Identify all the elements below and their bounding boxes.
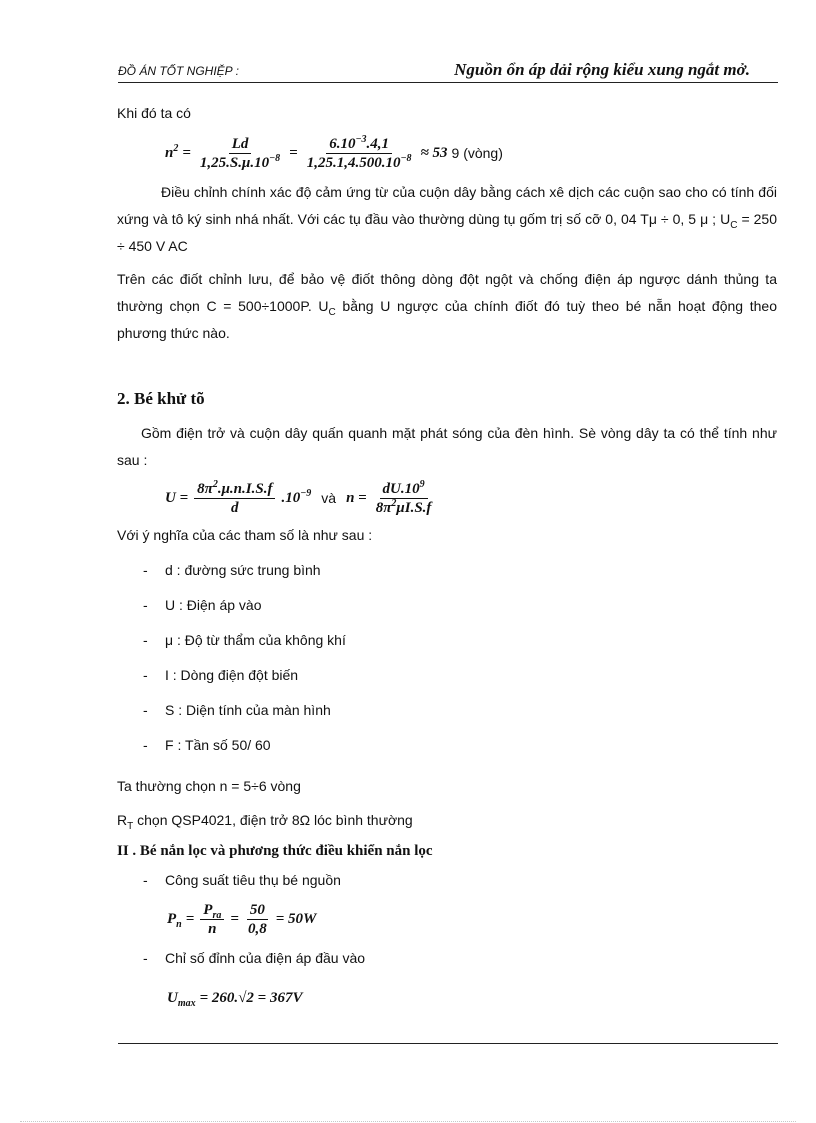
eq2-and: và: [321, 489, 337, 506]
eq3-fraction-2: $\frac{50}{0,8}$: [247, 901, 267, 937]
list-item: - S : Diện tính của màn hình: [143, 702, 331, 718]
document-body: [117, 100, 777, 1023]
equation-peak-voltage: $U_{max}$ = 260.√2 = 367V: [167, 989, 303, 1009]
equation-turns: $n^2$ = $\frac{Ld}{1,25.S.\mu.10^{-8}}$ = $\frac{6.10^{-3}.4,1}{1,25.1,4.500.10^{-8}}$ ≈ 53 9 (vòng): [165, 133, 503, 171]
header-left-title: ĐỒ ÁN TỐT NGHIỆP :: [118, 64, 239, 78]
paragraph-adjust: Điều chỉnh chính xác độ cảm ứng từ của cuộn dây bằng cách xê dịch các cuộn sao cho có tính đối xứng và tô ký sinh nhá nhất. Với các tụ đầu vào thường dùng tụ gốm trị số cỡ 0, 04 Tμ ÷ 0, 5 μ ; $U_C = 250 \div 450$ V AC: [117, 184, 777, 254]
equation-degauss: U = $\frac{8\pi^2.\mu.n.I.S.f}{d}$ $.10^{-9}$ và n = $\frac{dU.10^9}{8\pi^2\mu I.S.f}$: [117, 474, 777, 522]
eq1-fraction-2: $\frac{6.10^{-3}.4,1}{1,25.1,4.500.10^{-8}}$: [306, 133, 412, 171]
eq1-lhs: $n^2$: [165, 142, 179, 161]
page-header: [118, 60, 778, 83]
list-item: - μ : Độ từ thẩm của không khí: [143, 632, 346, 648]
paragraph-params-intro: Với ý nghĩa của các tham số là như sau :: [117, 527, 373, 543]
section-heading-degauss: 2. Bé khử tõ: [117, 389, 205, 408]
paragraph-degauss: Gồm điện trở và cuộn dây quấn quanh mặt phát sóng của đèn hình. Sè vòng dây ta có thể tính như sau :: [117, 425, 777, 468]
list-item: - Công suất tiêu thụ bé nguồn: [143, 872, 341, 888]
eq1-tail: 9 (vòng): [451, 144, 503, 161]
equation-power: $P_n$ = $\frac{P_{ra}}{n}$ = $\frac{50}{0,8}$ = 50W: [167, 901, 317, 937]
list-item: - U : Điện áp vào: [143, 597, 262, 613]
rectifier-list-1: [117, 865, 777, 895]
paragraph-intro: Khi đó ta có: [117, 105, 191, 121]
header-right-title: Nguồn ổn áp dải rộng kiểu xung ngắt mở.: [454, 60, 750, 79]
paragraph-turns-choice: Ta thường chọn n = 5÷6 vòng: [117, 778, 301, 794]
footer-rule: [118, 1043, 778, 1044]
list-item: - d : đường sức trung bình: [143, 562, 321, 578]
parameter-list: [117, 553, 777, 763]
list-item: - Chỉ số đỉnh của điện áp đầu vào: [143, 950, 366, 966]
paragraph-resistor: $R_T$ chọn QSP4021, điện trở 8Ω lóc bình thường: [117, 812, 413, 832]
eq1-approx: ≈ 53: [420, 144, 448, 161]
eq2-u-fraction: $\frac{8\pi^2.\mu.n.I.S.f}{d}$: [194, 480, 275, 517]
rectifier-list-2: [117, 943, 777, 973]
eq1-fraction-1: $\frac{Ld}{1,25.S.\mu.10^{-8}}$: [199, 135, 281, 171]
paragraph-diode: Trên các điốt chỉnh lưu, để bảo vệ điốt thông dòng đột ngột và chống điện áp ngược dánh thủng ta thường chọn C = 500÷1000P. $U_C$ bằng U ngược của chính điốt đó tuỳ theo bé nẵn hoạt động theo phương thức nào.: [117, 271, 777, 341]
list-item: - F : Tần số 50/ 60: [143, 737, 271, 753]
eq2-n-fraction: $\frac{dU.10^9}{8\pi^2\mu I.S.f}$: [375, 478, 432, 516]
section-heading-rectifier: II . Bé nắn lọc và phương thức điều khiển nắn lọc: [117, 843, 433, 859]
page-bottom-border: [20, 1121, 796, 1122]
eq3-fraction-1: $\frac{P_{ra}}{n}$: [200, 901, 224, 938]
list-item: - I : Dòng điện đột biến: [143, 667, 299, 683]
